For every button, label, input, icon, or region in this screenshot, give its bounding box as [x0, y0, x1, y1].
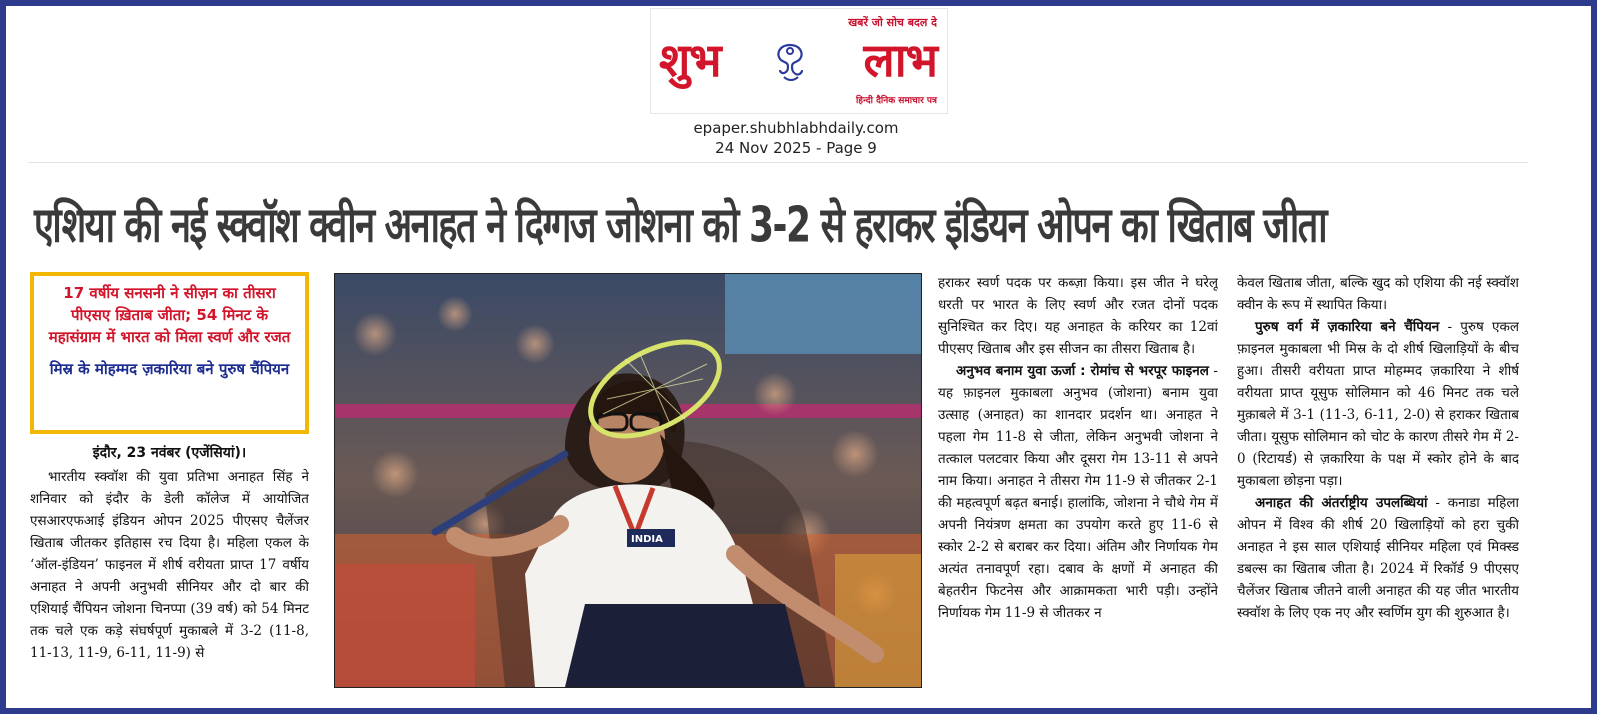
article-column-1	[30, 466, 309, 706]
logo-text-right: लाभ	[863, 33, 937, 87]
paragraph: भारतीय स्क्वॉश की युवा प्रतिभा अनाहत सिंह ने शनिवार को इंदौर के डेली कॉलेज में आयोजित एसआरएफआई इंडियन ओपन 2025 पीएसए चैलेंजर खिताब जीतकर इतिहास रच दिया है। महिला एकल के ‘ऑल-इंडियन’ फाइनल में शीर्ष वरीयता प्राप्त 17 वर्षीय अनाहत ने अपनी अनुभवी सीनियर और दो बार की एशियाई चैंपियन जोशना चिनप्पा (39 वर्ष) को 54 मिनट तक चले एक कड़े संघर्षपूर्ण मुकाबले में 3-2 (11-8, 11-13, 11-9, 6-11, 11-9) से	[30, 469, 309, 661]
edition-date-page: 24 Nov 2025 - Page 9	[715, 139, 877, 157]
masthead-tagline: खबरें जो सोच बदल दे	[848, 16, 937, 29]
epaper-page	[6, 6, 1591, 708]
newspaper-masthead[interactable]	[650, 8, 948, 114]
paragraph-text: - यह फ़ाइनल मुकाबला अनुभव (जोशना) बनाम युवा उत्साह (अनाहत) का शानदार प्रदर्शन था। अनाहत ने पहला गेम 11-8 से जीता, लेकिन अनुभवी जोशना ने तत्काल पलटवार किया और दूसरा गेम 13-11 से अपने नाम किया। अनाहत ने तीसरा गेम 11-9 से जीतकर 2-1 की महत्वपूर्ण बढ़त बनाई। हालांकि, जोशना ने चौथे गेम में अपनी नियंत्रण क्षमता का उपयोग करते हुए 11-6 से स्कोर 2-2 से बराबर कर दिया। अंतिम और निर्णायक गेम अत्यंत तनावपूर्ण रहा। दबाव के क्षणों में अनाहत की बेहतरीन फिटनेस और आक्रामकता भारी पड़ी। उन्होंने निर्णायक गेम 11-9 से जीतकर न	[938, 363, 1218, 621]
article-headline: एशिया की नई स्क्वॉश क्वीन अनाहत ने दिग्गज जोशना को 3-2 से हराकर इंडियन ओपन का खिताब जीता	[34, 198, 1327, 254]
highlight-main: 17 वर्षीय सनसनी ने सीज़न का तीसरा पीएसए ख़िताब जीता; 54 मिनट के महासंग्राम में भारत को मिला स्वर्ण और रजत	[48, 284, 291, 346]
paragraph: हराकर स्वर्ण पदक पर कब्ज़ा किया। इस जीत ने घरेलू धरती पर भारत के लिए स्वर्ण और रजत दोनों पदक सुनिश्चित कर दिए। यह अनाहत के करियर का 12वां पीएसए खिताब और इस सीजन का तीसरा खिताब है।	[938, 275, 1218, 357]
masthead-subtag: हिन्दी दैनिक समाचार पत्र	[855, 96, 937, 106]
paragraph-subhead	[938, 360, 1218, 624]
jersey-label: INDIA	[631, 534, 663, 545]
article-column-4	[1237, 272, 1519, 702]
subhead: अनुभव बनाम युवा ऊर्जा : रोमांच से भरपूर फाइनल	[956, 363, 1209, 379]
dateline: इंदौर, 23 नवंबर (एजेंसियां)।	[92, 445, 247, 461]
logo-text-left: शुभ	[659, 33, 721, 87]
subhead: अनाहत की अंतर्राष्ट्रीय उपलब्धियां	[1255, 495, 1428, 511]
shubh-labh-logo	[655, 27, 943, 93]
paragraph-text: - कनाडा महिला ओपन में विश्व की शीर्ष 20 खिलाड़ियों को हरा चुकी अनाहत ने इस साल एशियाई सीनियर महिला एवं मिक्स्ड डबल्स का खिताब जीता है। 2024 में रिकॉर्ड 9 पीएसए चैलेंजर खिताब जीतने वाली अनाहत की यह जीत भारतीय स्क्वॉश के लिए एक नए और स्वर्णिम युग की शुरुआत है।	[1237, 495, 1519, 621]
subhead: पुरुष वर्ग में ज़कारिया बने चैंपियन	[1255, 319, 1440, 335]
highlight-box	[30, 272, 309, 434]
site-url[interactable]: epaper.shubhlabhdaily.com	[693, 119, 899, 137]
article-photo	[334, 273, 922, 688]
divider	[28, 162, 1528, 163]
highlight-secondary: मिस्र के मोहम्मद ज़कारिया बने पुरुष चैंपियन	[49, 360, 290, 378]
paragraph: केवल खिताब जीता, बल्कि खुद को एशिया की नई स्क्वॉश क्वीन के रूप में स्थापित किया।	[1237, 275, 1519, 313]
ganesha-icon	[770, 41, 810, 83]
paragraph-subhead	[1237, 492, 1519, 624]
squash-player-photo	[335, 274, 921, 687]
article-column-3	[938, 272, 1218, 702]
paragraph-text: - पुरुष एकल फ़ाइनल मुकाबला भी मिस्र के दो शीर्ष खिलाड़ियों के बीच हुआ। तीसरी वरीयता प्राप्त मोहम्मद ज़कारिया ने शीर्ष वरीयता प्राप्त यूसुफ सोलिमान को 46 मिनट तक चले मुक़ाबले में 3-1 (11-3, 6-11, 2-0) से हराकर खिताब जीता। यूसुफ सोलिमान को चोट के कारण तीसरे गेम में 2-0 (रिटायर्ड) से ज़कारिया के पक्ष में स्कोर होने के बाद मुकाबला छोड़ना पड़ा।	[1237, 319, 1519, 489]
edition-info	[546, 118, 1046, 158]
paragraph-subhead	[1237, 316, 1519, 492]
